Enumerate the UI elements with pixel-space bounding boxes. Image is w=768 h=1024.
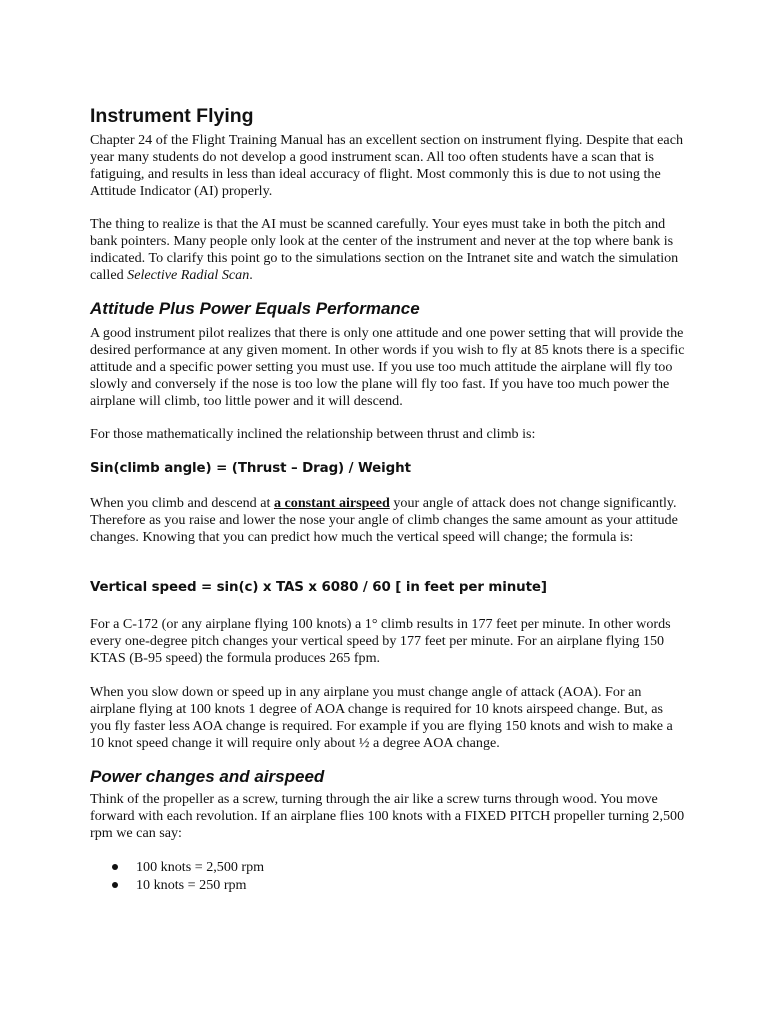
list-item-text: 100 knots = 2,500 rpm: [136, 859, 265, 875]
list-item: [90, 876, 264, 894]
section-heading-power-airspeed: Power changes and airspeed: [90, 767, 325, 786]
attitude-paragraph-3-rest: your angle of attack does not change significantly. Therefore as you raise and lower the nose your angle of climb changes the same amount as your attitude changes. Knowing that you can predict how much the vertical speed will change; the formula is:: [90, 495, 678, 545]
attitude-paragraph-3: [90, 495, 686, 546]
bullet-icon: [112, 882, 118, 888]
rpm-bullet-list: [90, 858, 264, 894]
list-item: [90, 858, 264, 876]
intro-paragraph-1: Chapter 24 of the Flight Training Manual has an excellent section on instrument flying. Despite that each year many students do not develop a good instrument scan. All too often students have a scan that is fatiguing, and results in less than ideal accuracy of flight. Most commonly this is due to not using the Attitude Indicator (AI) properly.: [90, 132, 683, 199]
climb-angle-formula: Sin(climb angle) = (Thrust – Drag) / Weight: [90, 461, 411, 476]
bullet-icon: [112, 864, 118, 870]
page-title: Instrument Flying: [90, 105, 254, 127]
attitude-paragraph-4: For a C-172 (or any airplane flying 100 knots) a 1° climb results in 177 feet per minute. In other words every one-degree pitch changes your vertical speed by 177 feet per minute. For an airplane flying 150 KTAS (B-95 speed) the formula produces 265 fpm.: [90, 616, 671, 666]
section-heading-attitude-power: Attitude Plus Power Equals Performance: [90, 299, 420, 318]
attitude-paragraph-1: A good instrument pilot realizes that there is only one attitude and one power setting that will provide the desired performance at any given moment. In other words if you wish to fly at 85 knots there is a specific attitude and a specific power setting you must use. If you use too much attitude the airplane will fly too slowly and conversely if the nose is too low the plane will fly too fast. If you have too much power the airplane will climb, too little power and it will descend.: [90, 325, 685, 409]
attitude-paragraph-2: For those mathematically inclined the relationship between thrust and climb is:: [90, 426, 536, 442]
constant-airspeed-emphasis: a constant airspeed: [273, 495, 390, 511]
intro-paragraph-2-end: .: [249, 267, 253, 283]
intro-paragraph-2: [90, 216, 686, 284]
vertical-speed-formula: Vertical speed = sin(c) x TAS x 6080 / 60 [ in feet per minute]: [90, 580, 547, 595]
simulation-name: Selective Radial Scan: [127, 267, 250, 283]
list-item-text: 10 knots = 250 rpm: [136, 877, 247, 893]
attitude-paragraph-3-text: When you climb and descend at: [90, 495, 274, 511]
attitude-paragraph-5: When you slow down or speed up in any airplane you must change angle of attack (AOA). For an airplane flying at 100 knots 1 degree of AOA change is required for 10 knots airspeed change. But, as you fly faster less AOA change is required. For example if you are flying 150 knots and wish to make a 10 knot speed change it will require only about ½ a degree AOA change.: [90, 684, 673, 751]
power-paragraph-1: Think of the propeller as a screw, turning through the air like a screw turns through wood. You move forward with each revolution. If an airplane flies 100 knots with a FIXED PITCH propeller turning 2,500 rpm we can say:: [90, 791, 685, 841]
intro-paragraph-2-text: The thing to realize is that the AI must be scanned carefully. Your eyes must take in both the pitch and bank pointers. Many people only look at the center of the instrument and never at the top where bank is indicated. To clarify this point go to the simulations section on the Intranet site and watch the simulation called: [90, 216, 679, 283]
